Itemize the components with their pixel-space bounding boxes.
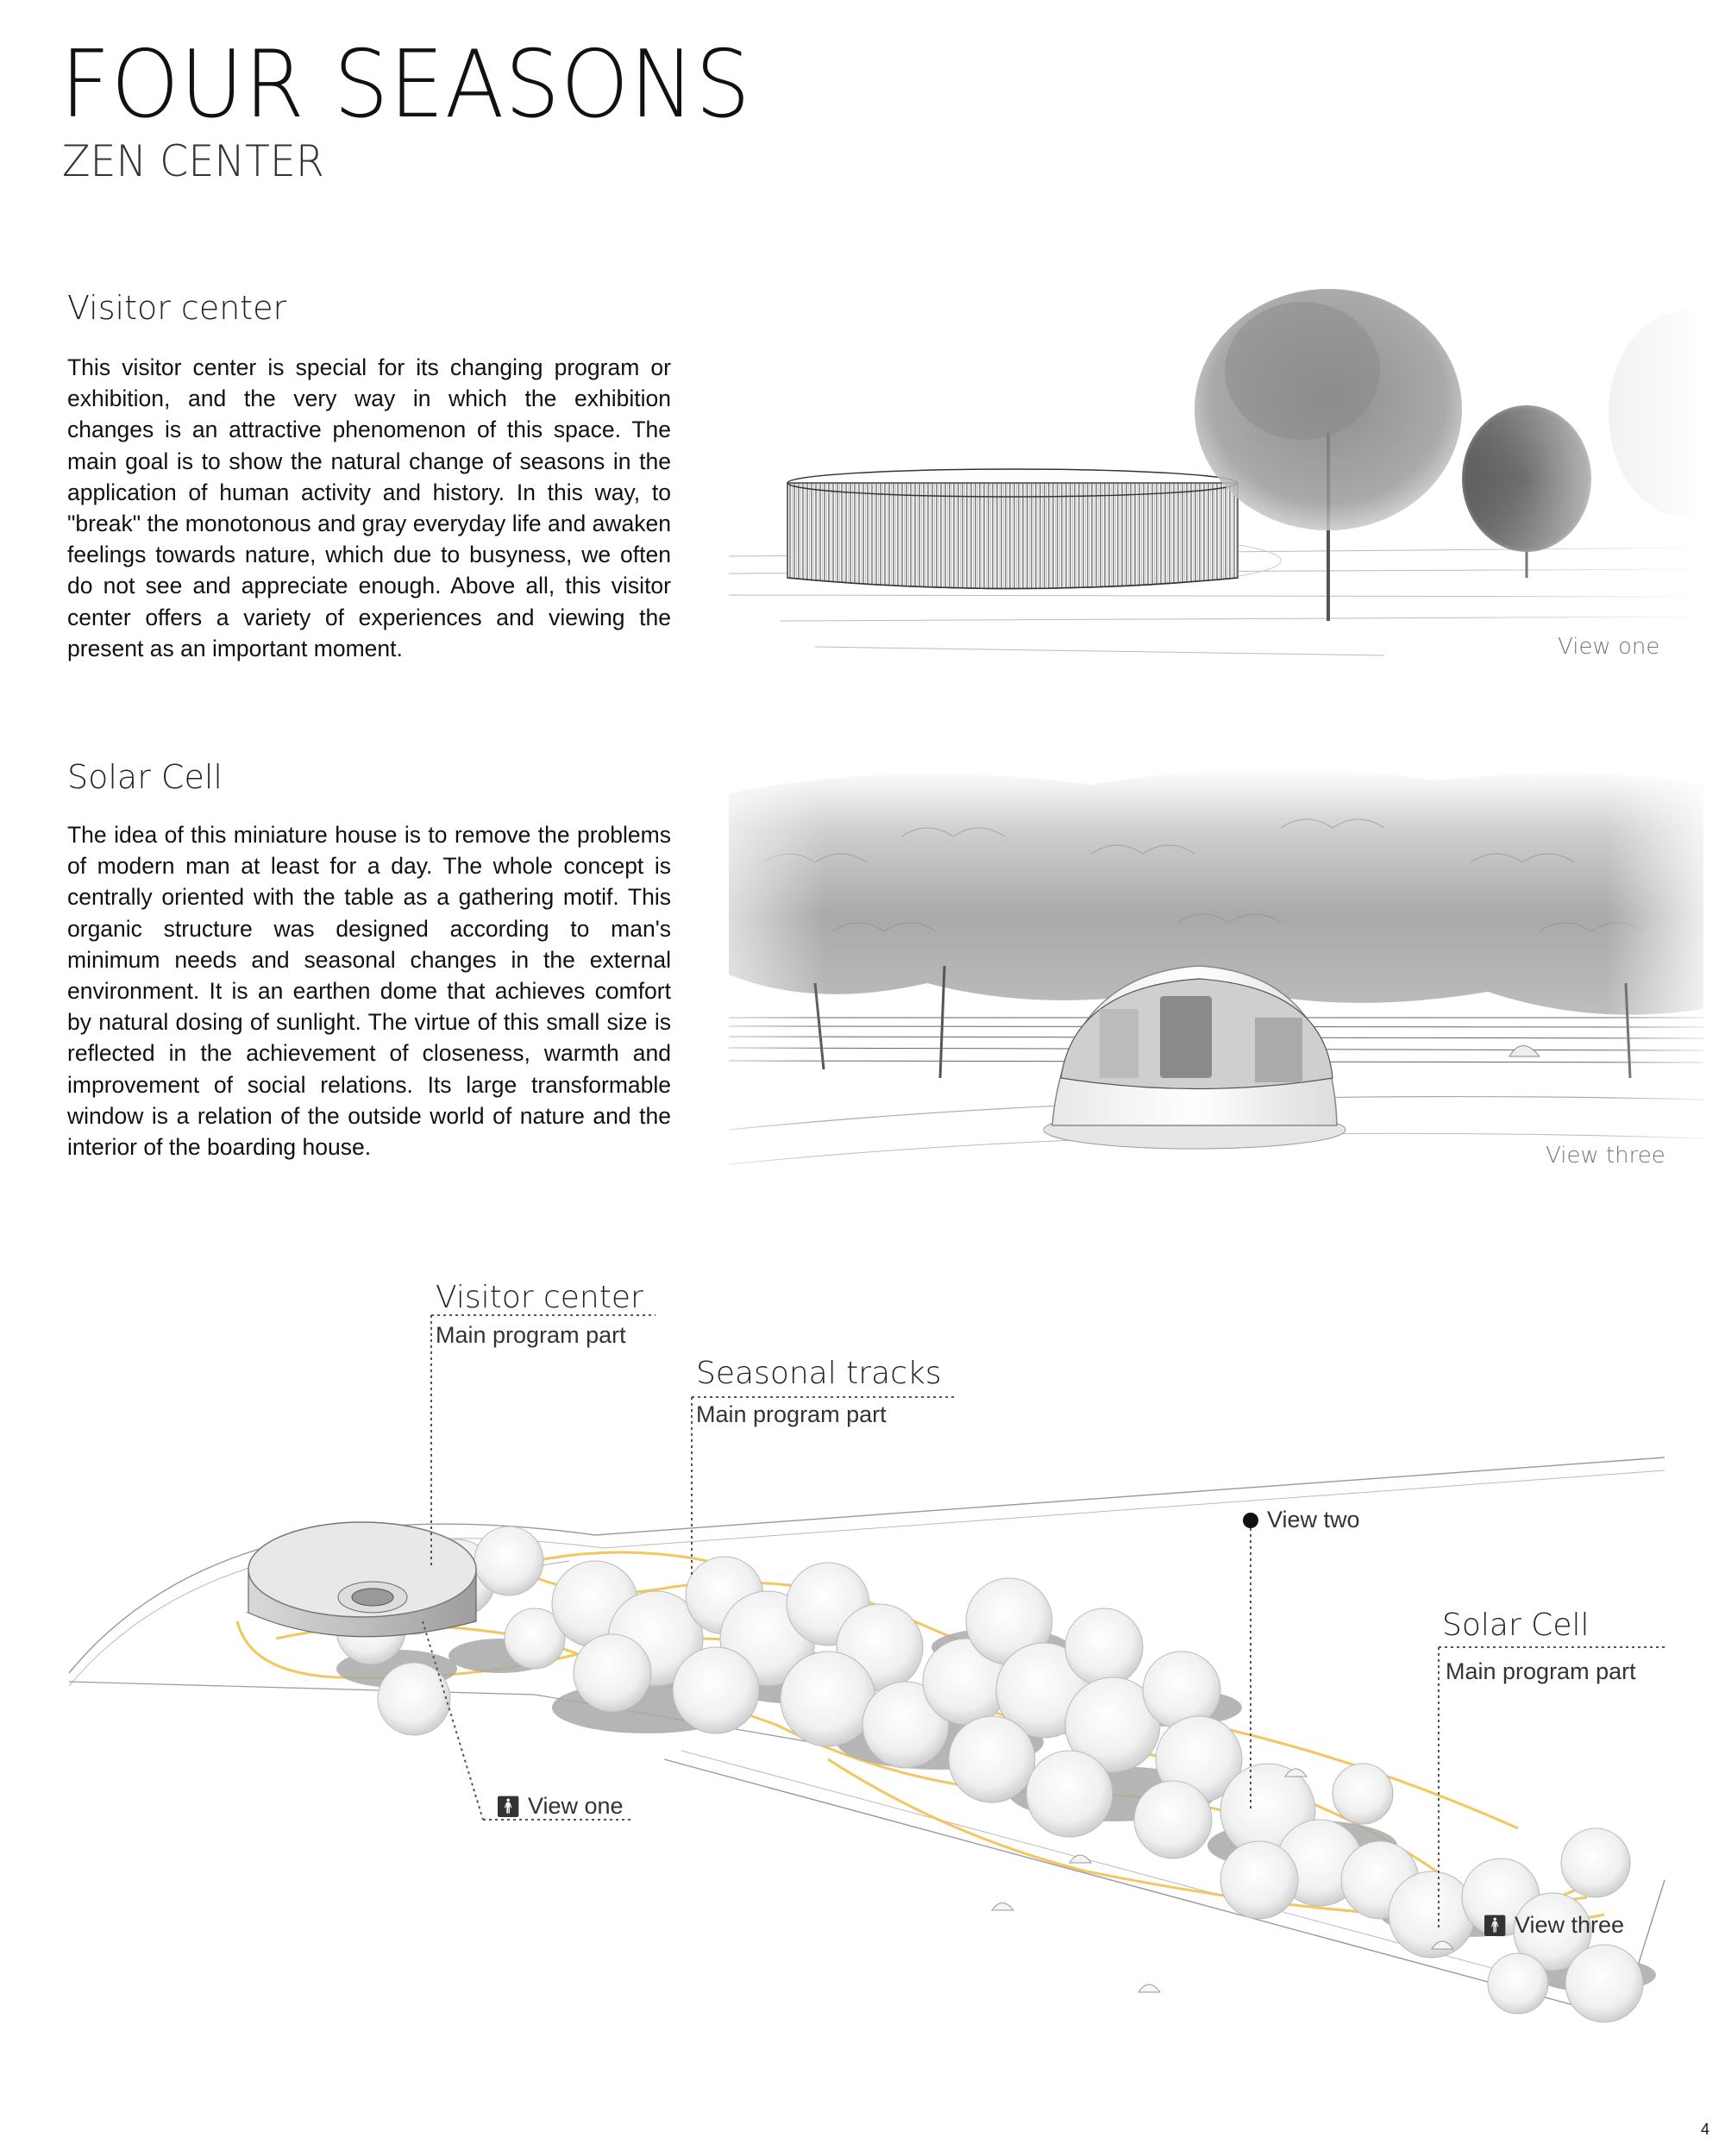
- view-tag-one: [495, 1795, 624, 1818]
- view-three-render: [729, 759, 1703, 1181]
- section-heading-solar-cell: Solar Cell: [67, 758, 223, 796]
- page-number: 4: [1700, 2121, 1709, 2138]
- callout-solar-cell-subtitle: Main program part: [1446, 1658, 1636, 1684]
- view-one-render: [729, 276, 1703, 673]
- section-heading-visitor-center: Visitor center: [67, 289, 287, 327]
- view-three-caption: View three: [1546, 1143, 1665, 1169]
- callout-solar-cell-title: Solar Cell: [1442, 1608, 1590, 1643]
- page-title: FOUR SEASONS: [60, 31, 751, 139]
- person-icon: 🚹︎: [495, 1796, 522, 1819]
- view-tag-one-label: View one: [527, 1793, 624, 1819]
- callout-seasonal-tracks-subtitle: Main program part: [696, 1401, 887, 1427]
- view-tag-three-label: View three: [1514, 1912, 1625, 1938]
- callout-seasonal-tracks-title: Seasonal tracks: [696, 1356, 942, 1391]
- site-plan-diagram: [52, 1276, 1673, 2053]
- callout-visitor-center-subtitle: Main program part: [436, 1322, 626, 1348]
- page-subtitle: ZEN CENTER: [62, 136, 324, 186]
- callout-visitor-center-title: Visitor center: [436, 1280, 643, 1315]
- person-icon: 🚹︎: [1482, 1915, 1509, 1938]
- view-one-caption: View one: [1558, 634, 1660, 660]
- view-tag-two-label: View two: [1267, 1507, 1360, 1532]
- section-body-solar-cell: The idea of this miniature house is to remove the problems of modern man at least for a day. The whole concept is centrally oriented with the table as a gathering motif. This organic structure was designed according to man's minimum needs and seasonal changes in the external environment. It is an earthen dome that achieves comfort by natural dosing of sunlight. The virtue of this small size is reflected in the achievement of closeness, warmth and improvement of social relations. Its large transformable window is a relation of the outside world of nature and the interior of the boarding house.: [67, 822, 671, 1161]
- view-tag-two: [1267, 1508, 1360, 1532]
- section-body-visitor-center: This visitor center is special for its changing program or exhibition, and the very way in which the exhibition changes is an attractive phenomenon of this space. The main goal is to show the natural change of seasons in the application of human activity and history. In this way, to "break" the monotonous and gray everyday life and awaken feelings towards nature, which due to busyness, we often do not see and appreciate enough. Above all, this visitor center offers a variety of experiences and viewing the present as an important moment.: [67, 354, 671, 661]
- view-tag-three: [1482, 1914, 1624, 1937]
